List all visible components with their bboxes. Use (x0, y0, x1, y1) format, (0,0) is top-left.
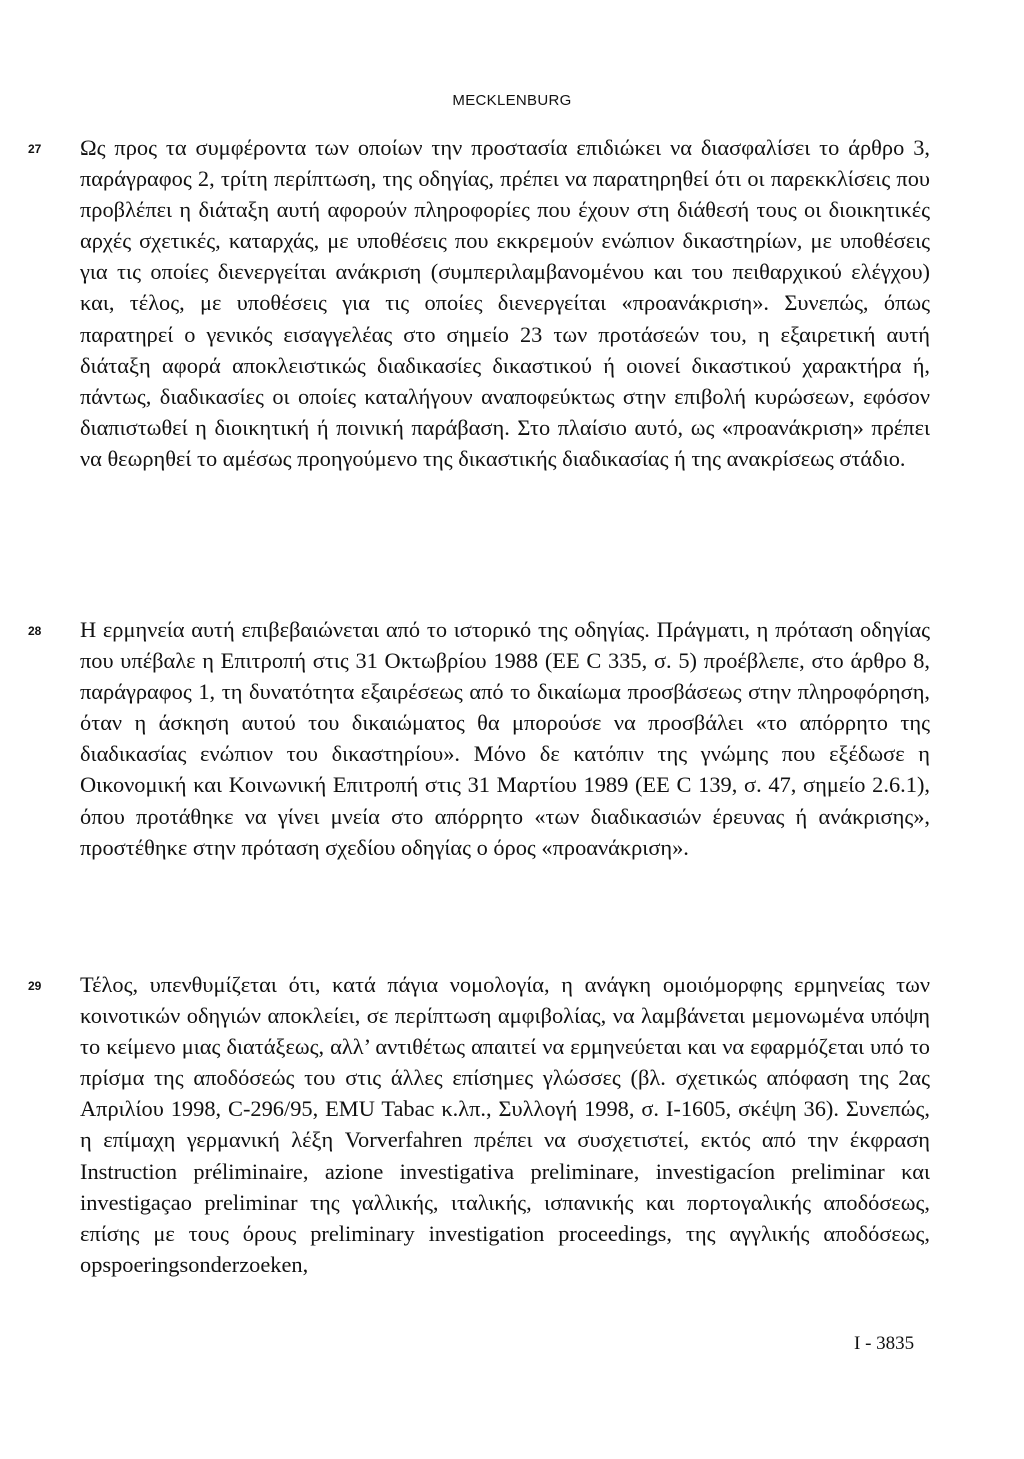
paragraph-27 (28, 132, 930, 474)
paragraph-number: 29 (28, 979, 42, 993)
paragraph-text: Τέλος, υπενθυμίζεται ότι, κατά πάγια νομολογία, η ανάγκη ομοιόμορφης ερμηνείας των κοινοτικών οδηγιών αποκλείει, σε περίπτωση αμφιβολίας, να λαμβάνεται μεμονωμένα υπόψη το κείμενο μιας διατάξεως, αλλ’ αντιθέτως απαιτεί να ερμηνεύεται και να εφαρμόζεται υπό το πρίσμα της αποδόσεώς του στις άλλες επίσημες γλώσσες (βλ. σχετικώς απόφαση της 2ας Απριλίου 1998, C-296/95, EMU Tabac κ.λπ., Συλλογή 1998, σ. I-1605, σκέψη 36). Συνεπώς, η επίμαχη γερμανική λέξη Vorverfahren πρέπει να συσχετιστεί, εκτός από την έκφραση Instruction préliminaire, azione investigativa preliminare, investigacíon preliminar και investigaçao preliminar της γαλλικής, ιταλικής, ισπανικής και πορτογαλικής αποδόσεως, επίσης με τους όρους preliminary investigation proceedings, της αγγλικής αποδόσεως, opspoeringsonderzoeken, (80, 972, 930, 1277)
paragraph-29 (28, 969, 930, 1280)
running-header: MECKLENBURG (452, 92, 572, 109)
paragraph-number: 27 (28, 142, 42, 156)
paragraph-text: Η ερμηνεία αυτή επιβεβαιώνεται από το ιστορικό της οδηγίας. Πράγματι, η πρόταση οδηγίας που υπέβαλε η Επιτροπή στις 31 Οκτωβρίου 1988 (ΕΕ C 335, σ. 5) προέβλεπε, στο άρθρο 8, παράγραφος 1, τη δυνατότητα εξαιρέσεως από το δικαίωμα προσβάσεως στην πληροφόρηση, όταν η άσκηση αυτού του δικαιώματος θα μπορούσε να προσβάλει «το απόρρητο της διαδικασίας ενώπιον του δικαστηρίου». Μόνο δε κατόπιν της γνώμης που εξέδωσε η Οικονομική και Κοινωνική Επιτροπή στις 31 Μαρτίου 1989 (ΕΕ C 139, σ. 47, σημείο 2.6.1), όπου προτάθηκε να γίνει μνεία στο απόρρητο «των διαδικασιών έρευνας ή ανάκρισης», προστέθηκε στην πρόταση σχεδίου οδηγίας ο όρος «προανάκριση». (80, 617, 930, 860)
paragraph-number: 28 (28, 624, 42, 638)
page-number: I - 3835 (854, 1333, 915, 1354)
paragraph-28 (28, 614, 930, 863)
paragraph-text: Ως προς τα συμφέροντα των οποίων την προστασία επιδιώκει να διασφαλίσει το άρθρο 3, παράγραφος 2, τρίτη περίπτωση, της οδηγίας, πρέπει να παρατηρηθεί ότι οι παρεκκλίσεις που προβλέπει η διάταξη αυτή αφορούν πληροφορίες που έχουν στη διάθεσή τους οι διοικητικές αρχές σχετικές, καταρχάς, με υποθέσεις που εκκρεμούν ενώπιον δικαστηρίων, με υποθέσεις για τις οποίες διενεργείται ανάκριση (συμπεριλαμβανομένου και του πειθαρχικού ελέγχου) και, τέλος, με υποθέσεις για τις οποίες διενεργείται «προανάκριση». Συνεπώς, όπως παρατηρεί ο γενικός εισαγγελέας στο σημείο 23 των προτάσεών του, η εξαιρετική αυτή διάταξη αφορά αποκλειστικώς διαδικασίες δικαστικού ή οιονεί δικαστικού χαρακτήρα ή, πάντως, διαδικασίες οι οποίες καταλήγουν αναποφεύκτως στην επιβολή κυρώσεων, εφόσον διαπιστωθεί η διοικητική ή ποινική παράβαση. Στο πλαίσιο αυτό, ως «προανάκριση» πρέπει να θεωρηθεί το αμέσως προηγούμενο της δικαστικής διαδικασίας ή της ανακρίσεως στάδιο. (80, 135, 930, 471)
